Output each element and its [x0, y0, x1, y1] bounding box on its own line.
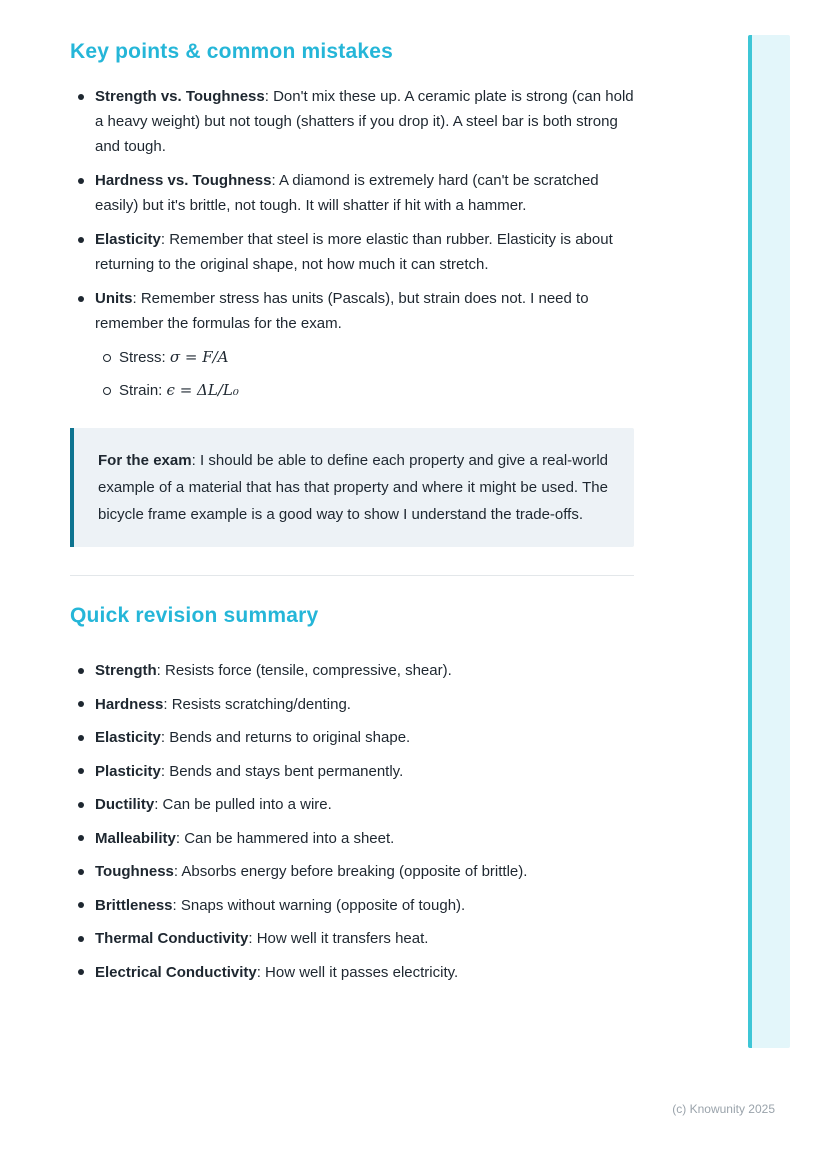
section-key-points — [70, 40, 634, 547]
section-title-key-points: Key points & common mistakes — [70, 40, 394, 63]
bullet-text: : Snaps without warning (opposite of tough). — [172, 896, 466, 914]
strain-formula: ϵ = ΔL/L₀ — [166, 381, 239, 399]
formula-list — [95, 345, 634, 403]
revision-summary-list — [70, 658, 634, 985]
exam-callout — [70, 428, 634, 547]
bullet-text: : Bends and stays bent permanently. — [160, 762, 404, 780]
bullet-text: : Remember stress has units (Pascals), but strain does not. I need to remember the formulas for the exam. — [95, 290, 589, 332]
list-item — [95, 960, 634, 985]
bullet-term: Electrical Conductivity — [95, 963, 257, 981]
list-item — [95, 759, 634, 784]
bullet-text: : How well it passes electricity. — [256, 963, 459, 981]
bullet-term: Malleability — [95, 829, 176, 847]
list-item — [95, 859, 634, 884]
callout-text: : I should be able to define each property and give a real-world example of a material that has that property and where it might be used. The bicycle frame example is a good way to show I understand the trade-offs. — [98, 452, 608, 523]
bullet-text: : Absorbs energy before breaking (opposite of brittle). — [173, 863, 528, 880]
list-item — [95, 227, 634, 277]
bullet-text: : Resists scratching/denting. — [163, 695, 351, 713]
bullet-term: Ductility — [95, 796, 155, 813]
formula-label: Strain: — [119, 382, 167, 399]
bullet-term: Hardness vs. Toughness — [95, 172, 272, 189]
bullet-text: : Resists force (tensile, compressive, shear). — [156, 662, 452, 679]
section-divider — [70, 575, 634, 576]
document-content — [70, 40, 634, 993]
bullet-text: : A diamond is extremely hard (can't be scratched easily) but it's brittle, not tough. It will shatter if hit with a hammer. — [95, 172, 599, 214]
page-edge-decoration — [748, 35, 790, 1048]
bullet-text: : Bends and returns to original shape. — [160, 729, 411, 746]
list-item — [95, 692, 634, 717]
bullet-term: Units — [95, 290, 133, 307]
list-item — [95, 168, 634, 218]
bullet-term: Hardness — [95, 695, 164, 713]
list-item — [95, 84, 634, 159]
bullet-term: Toughness — [95, 863, 174, 880]
list-item — [95, 658, 634, 683]
list-item — [95, 286, 634, 403]
footer-credit: (c) Knowunity 2025 — [672, 1102, 775, 1116]
list-item — [95, 725, 634, 750]
sub-list-item — [119, 345, 634, 370]
bullet-text: : Remember that steel is more elastic than rubber. Elasticity is about returning to the original shape, not how much it can stretch. — [95, 231, 613, 273]
bullet-term: Elasticity — [95, 231, 161, 248]
formula-label: Stress: — [119, 349, 170, 366]
bullet-term: Brittleness — [95, 896, 173, 914]
bullet-text: : How well it transfers heat. — [248, 930, 429, 947]
list-item — [95, 926, 634, 951]
list-item — [95, 893, 634, 918]
bullet-term: Strength vs. Toughness — [95, 88, 265, 105]
list-item — [95, 826, 634, 851]
section-title-quick-revision: Quick revision summary — [70, 604, 319, 627]
bullet-text: : Can be pulled into a wire. — [154, 796, 332, 813]
bullet-text: : Can be hammered into a sheet. — [175, 829, 395, 847]
stress-formula: σ = F/A — [169, 348, 229, 366]
bullet-term: Thermal Conductivity — [95, 930, 249, 947]
bullet-term: Elasticity — [95, 729, 161, 746]
bullet-text: : Don't mix these up. A ceramic plate is strong (can hold a heavy weight) but not tough (shatters if you drop it). A steel bar is both strong and tough. — [95, 88, 634, 155]
bullet-term: Strength — [95, 662, 157, 679]
callout-term: For the exam — [98, 452, 192, 469]
sub-list-item — [119, 378, 634, 403]
list-item — [95, 792, 634, 817]
section-quick-revision — [70, 604, 634, 985]
bullet-term: Plasticity — [95, 762, 161, 780]
key-points-list — [70, 84, 634, 403]
